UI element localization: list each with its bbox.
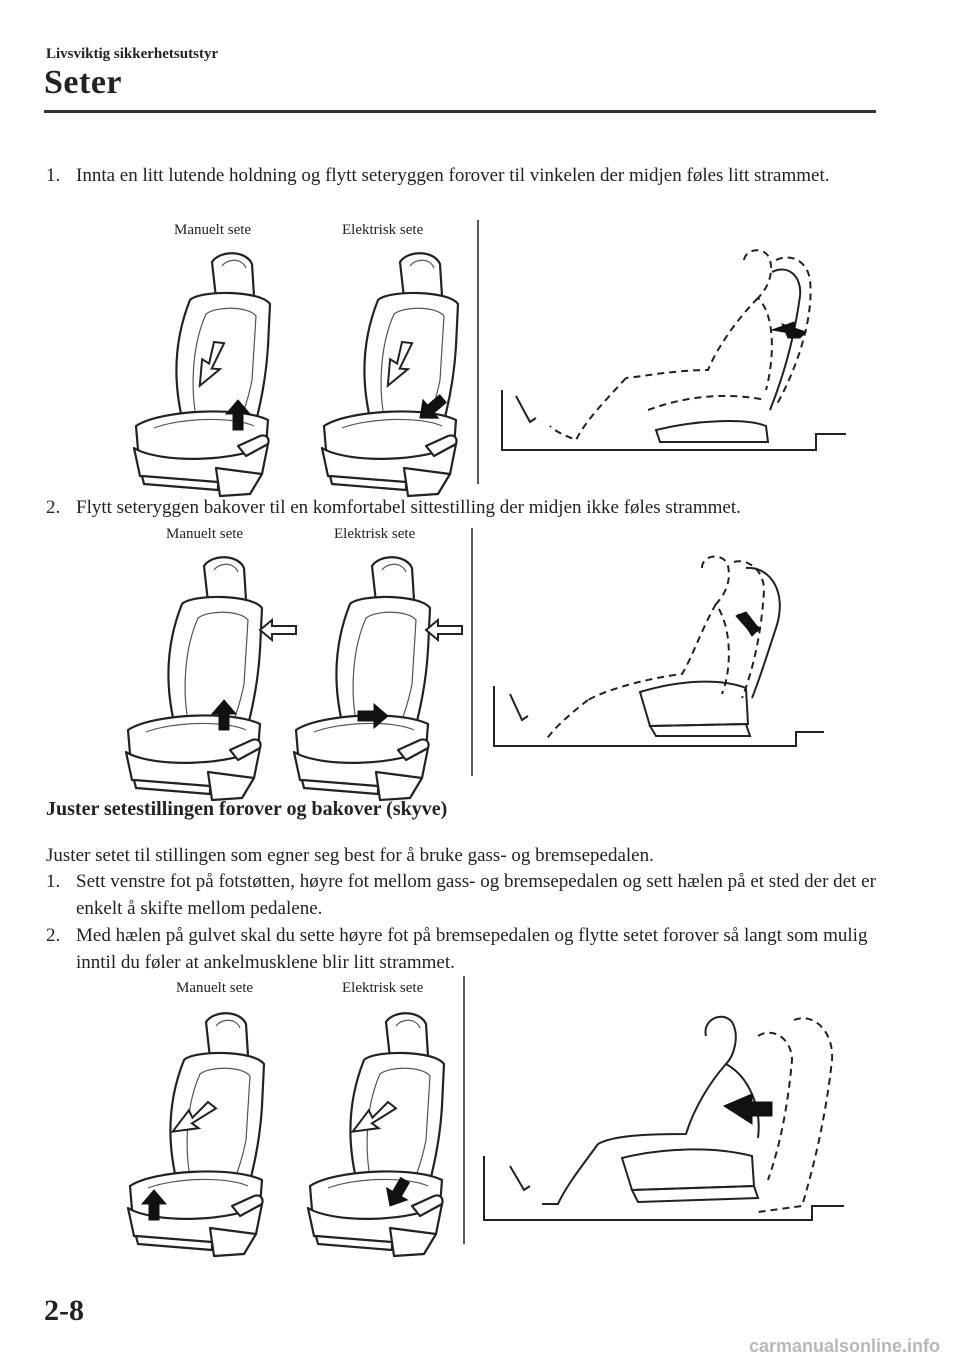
title-rule: [44, 110, 876, 113]
slide-section-heading: Juster setestillingen forover og bakover (skyve): [46, 798, 448, 820]
figure-3-manual-seat: [114, 1010, 284, 1240]
figure-2-caption-electric: Elektrisk sete: [334, 526, 416, 542]
slide-step-1-text: Sett venstre fot på fotstøtten, høyre fot mellom gass- og bremsepedalen og sett hælen på et sted der det er enkelt å skifte mellom pedalene.: [76, 871, 876, 919]
figure-3-electric-seat: [294, 1010, 464, 1240]
figure-3-driver-side-view: [462, 976, 852, 1248]
slide-step-2: [46, 922, 876, 976]
step-2: [46, 494, 876, 521]
figure-1-manual-seat: [120, 250, 290, 500]
step-1-number: 1.: [46, 165, 61, 186]
figure-2-electric-seat: [280, 554, 470, 784]
step-1-text: Innta en litt lutende holdning og flytt seteryggen forover til vinkelen der midjen føles litt strammet.: [76, 165, 830, 186]
figure-1-caption-electric: Elektrisk sete: [342, 222, 424, 238]
figure-2-caption-manual: Manuelt sete: [166, 526, 244, 542]
figure-1-caption-manual: Manuelt sete: [174, 222, 252, 238]
step-1: [46, 162, 876, 189]
slide-section-intro: Juster setet til stillingen som egner seg best for å bruke gass- og bremsepedalen.: [46, 845, 654, 866]
figure-3-caption-electric: Elektrisk sete: [342, 980, 424, 996]
page-number: 2-8: [44, 1294, 84, 1327]
step-2-number: 2.: [46, 497, 61, 518]
figure-2-manual-seat: [112, 554, 282, 784]
slide-step-1: [46, 868, 876, 922]
figure-3-caption-manual: Manuelt sete: [176, 980, 254, 996]
slide-step-1-number: 1.: [46, 871, 61, 892]
step-2-text: Flytt seteryggen bakover til en komfortabel sittestilling der midjen ikke føles strammet.: [76, 497, 741, 518]
slide-step-2-text: Med hælen på gulvet skal du sette høyre fot på bremsepedalen og flytte setet forover så langt som mulig inntil du føler at ankelmusklene blir litt strammet.: [76, 925, 868, 973]
figure-1-electric-seat: [308, 250, 478, 500]
figure-1-driver-side-view: [476, 220, 856, 490]
slide-step-2-number: 2.: [46, 925, 61, 946]
watermark: carmanualsonline.info: [748, 1336, 940, 1356]
figure-2-driver-side-view: [470, 528, 840, 780]
page-title: Seter: [44, 64, 123, 101]
section-label: Livsviktig sikkerhetsutstyr: [46, 46, 219, 62]
